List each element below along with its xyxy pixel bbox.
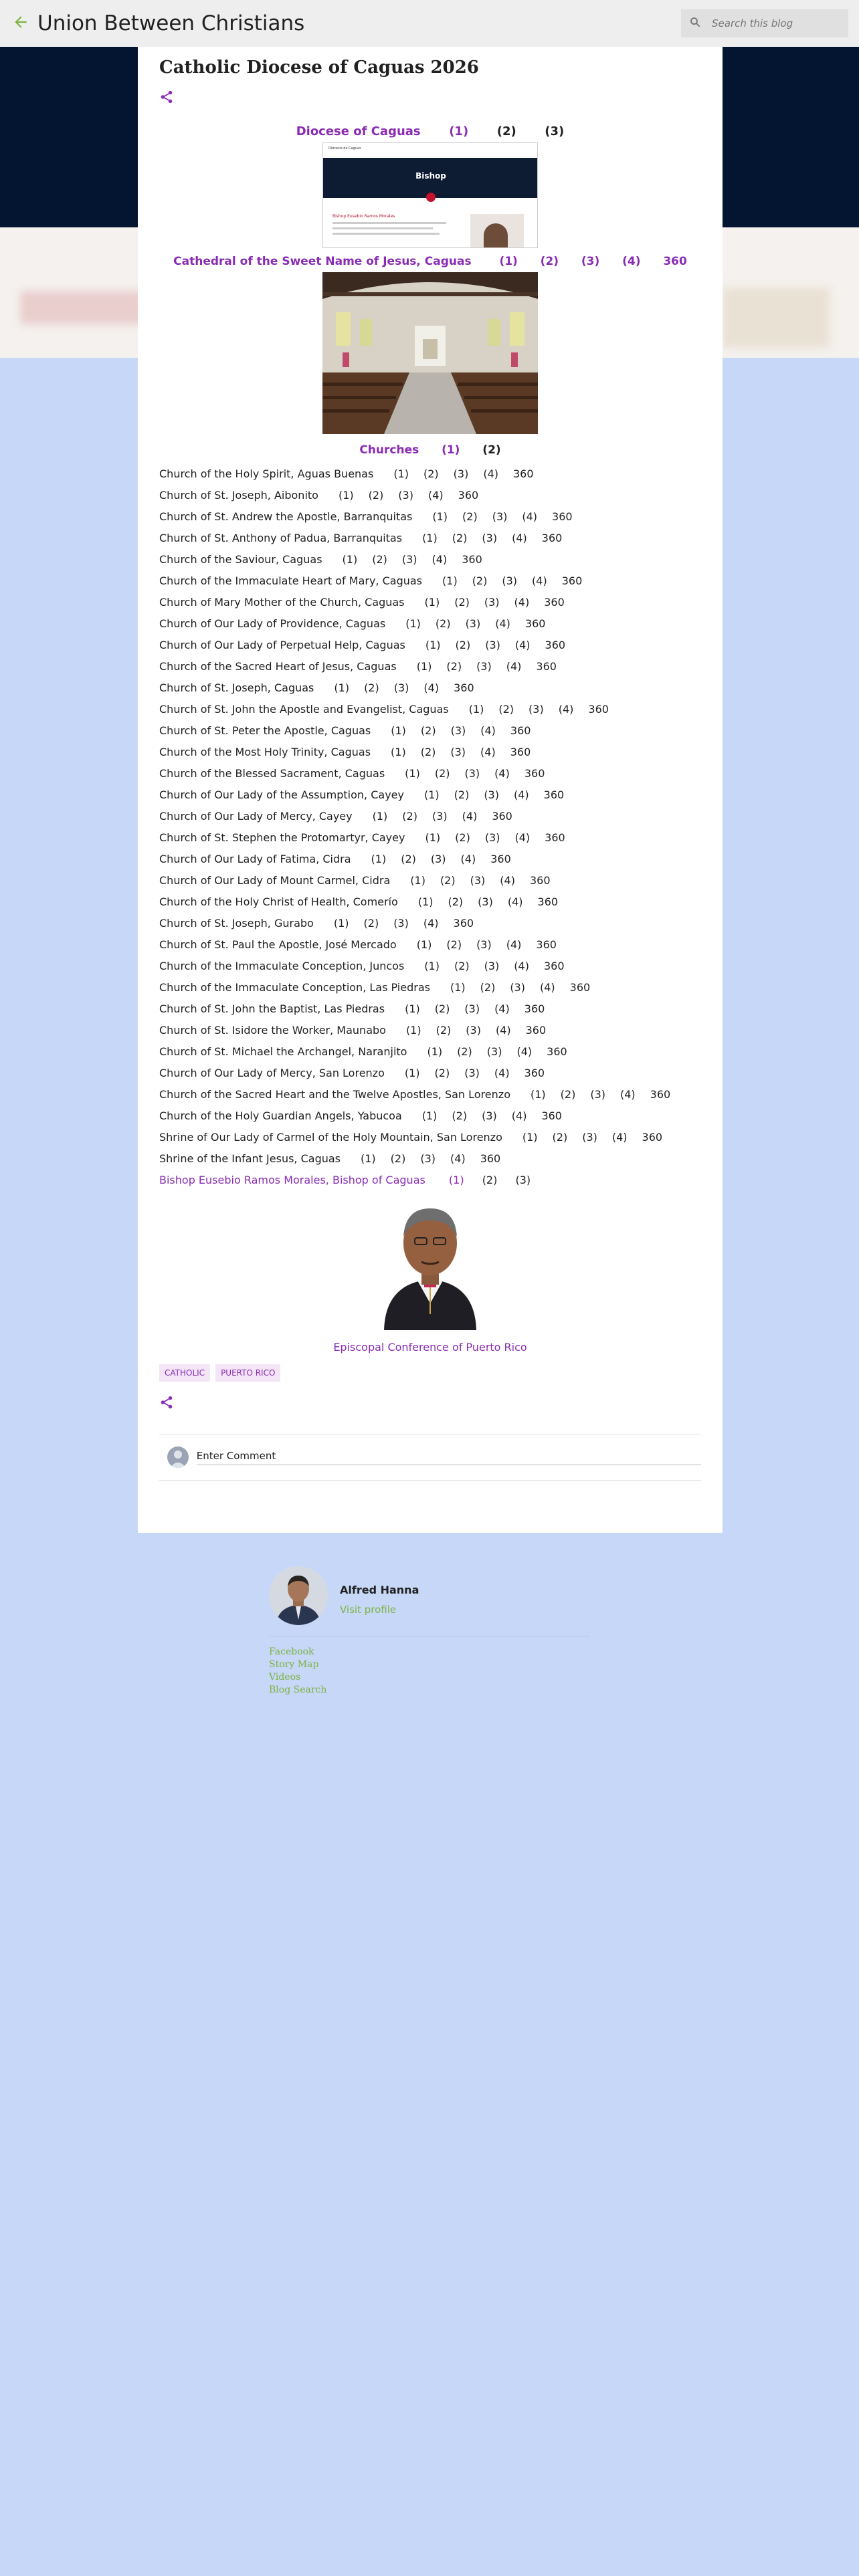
- church-photo-3: (3): [393, 681, 409, 694]
- churches-line: [159, 443, 701, 457]
- church-photo-2: (2): [402, 810, 417, 823]
- blog-search-link[interactable]: Blog Search: [269, 1685, 327, 1695]
- church-photo-2: (2): [434, 1002, 450, 1015]
- church-name: Church of the Holy Spirit, Aguas Buenas: [159, 467, 374, 480]
- diocese-link[interactable]: Diocese of Caguas: [296, 124, 421, 138]
- church-photo-5: 360: [547, 1045, 567, 1058]
- church-photo-4: (4): [432, 553, 448, 566]
- church-photo-3: (3): [510, 981, 525, 994]
- share-icon[interactable]: [159, 90, 174, 104]
- church-row: [159, 1105, 701, 1127]
- church-photo-1: (1): [391, 746, 406, 758]
- church-name: Church of St. Paul the Apostle, José Mercado: [159, 938, 397, 951]
- church-photo-3: (3): [432, 810, 448, 823]
- church-photo-2: (2): [372, 553, 387, 566]
- diocese-website-screenshot[interactable]: [322, 142, 538, 248]
- church-photo-1: (1): [334, 681, 350, 694]
- church-photo-2: (2): [420, 724, 436, 737]
- visit-profile-link[interactable]: Visit profile: [340, 1604, 397, 1616]
- church-photo-2: (2): [455, 831, 470, 844]
- church-photo-5: 360: [536, 660, 557, 673]
- church-photo-5: 360: [588, 703, 609, 716]
- church-photo-4: (4): [511, 1109, 527, 1122]
- church-photo-4: (4): [494, 1002, 510, 1015]
- church-photo-5: 360: [543, 788, 565, 801]
- church-photo-4: (4): [522, 510, 538, 523]
- church-photo-5: 360: [642, 1131, 663, 1144]
- church-row: [159, 570, 701, 592]
- church-photo-5: 360: [545, 639, 566, 651]
- church-photo-5: 360: [480, 1152, 501, 1165]
- church-photo-1: (1): [442, 574, 458, 587]
- church-photo-1: (1): [425, 639, 441, 651]
- church-photo-5: 360: [453, 917, 474, 930]
- church-photo-4: (4): [506, 938, 522, 951]
- church-photo-1: (1): [342, 553, 358, 566]
- church-photo-4: (4): [460, 853, 476, 865]
- cathedral-360-link[interactable]: 360: [663, 255, 687, 268]
- church-photo-3: (3): [464, 1002, 480, 1015]
- back-arrow-icon[interactable]: [12, 13, 32, 33]
- cathedral-line: [159, 255, 701, 268]
- church-row: [159, 592, 701, 613]
- church-photo-2: (2): [454, 960, 470, 972]
- church-row: [159, 763, 701, 784]
- profile-links: [269, 1646, 590, 1697]
- church-photo-2: (2): [480, 981, 496, 994]
- bishop-line: [159, 1170, 701, 1191]
- church-photo-3: (3): [529, 703, 544, 716]
- church-photo-1: (1): [405, 767, 420, 780]
- church-row: [159, 806, 701, 827]
- church-name: Church of the Immaculate Heart of Mary, Caguas: [159, 574, 423, 587]
- church-photo-5: 360: [524, 767, 545, 780]
- church-photo-2: (2): [455, 639, 471, 651]
- church-photo-5: 360: [490, 853, 511, 865]
- church-name: Church of St. Andrew the Apostle, Barranquitas: [159, 510, 413, 523]
- profile-avatar[interactable]: [269, 1566, 328, 1625]
- church-row: [159, 1041, 701, 1063]
- church-photo-3: (3): [478, 895, 493, 908]
- church-photo-4: (4): [495, 617, 510, 630]
- church-row: [159, 956, 701, 977]
- church-photo-5: 360: [552, 510, 573, 523]
- church-row: [159, 506, 701, 528]
- search-box[interactable]: [681, 9, 848, 37]
- church-photo-3: (3): [464, 1067, 480, 1079]
- cathedral-link[interactable]: Cathedral of the Sweet Name of Jesus, Caguas: [173, 255, 472, 268]
- bishop-photo-2: (2): [482, 1174, 498, 1186]
- episcopal-conference-link[interactable]: Episcopal Conference of Puerto Rico: [333, 1341, 527, 1354]
- church-row: [159, 463, 701, 485]
- church-photo-5: 360: [569, 981, 591, 994]
- churches-photo-link-1[interactable]: (1): [442, 443, 460, 457]
- church-photo-5: 360: [561, 574, 583, 587]
- church-name: Church of St. Joseph, Caguas: [159, 681, 314, 694]
- church-photo-2: (2): [454, 788, 470, 801]
- story-map-link[interactable]: Story Map: [269, 1659, 319, 1670]
- church-photo-5: 360: [462, 553, 482, 566]
- church-photo-4: (4): [480, 724, 496, 737]
- church-photo-3: (3): [430, 853, 446, 865]
- diocese-photo-3: (3): [545, 124, 565, 138]
- church-photo-3: (3): [485, 639, 500, 651]
- church-name: Church of the Sacred Heart of Jesus, Caguas: [159, 660, 397, 673]
- church-row: [159, 1020, 701, 1041]
- church-photo-4: (4): [532, 574, 547, 587]
- church-row: [159, 1084, 701, 1105]
- comment-input[interactable]: Enter Comment: [197, 1450, 701, 1465]
- church-photo-4: (4): [427, 489, 444, 502]
- church-photo-1: (1): [530, 1088, 546, 1101]
- church-name: Shrine of Our Lady of Carmel of the Holy Mountain, San Lorenzo: [159, 1131, 502, 1144]
- church-photo-1: (1): [424, 596, 440, 609]
- church-photo-5: 360: [525, 1024, 547, 1037]
- church-photo-2: (2): [454, 596, 470, 609]
- church-photo-2: (2): [364, 681, 379, 694]
- videos-link[interactable]: Videos: [269, 1672, 301, 1683]
- church-row: [159, 870, 701, 891]
- church-photo-3: (3): [466, 1024, 481, 1037]
- church-photo-1: (1): [405, 1024, 421, 1037]
- church-photo-4: (4): [462, 810, 478, 823]
- church-row: [159, 1063, 701, 1084]
- church-row: [159, 913, 701, 934]
- church-photo-1: (1): [423, 788, 440, 801]
- screenshot-header-text: Bishop: [415, 171, 446, 181]
- church-photo-3: (3): [590, 1088, 605, 1101]
- church-photo-5: 360: [510, 746, 531, 758]
- church-name: Church of St. Joseph, Aibonito: [159, 489, 318, 502]
- church-photo-2: (2): [434, 1067, 450, 1079]
- church-row: [159, 827, 701, 849]
- church-photo-4: (4): [506, 660, 522, 673]
- church-photo-1: (1): [338, 489, 354, 502]
- church-photo-2: (2): [498, 703, 514, 716]
- church-photo-5: 360: [543, 960, 565, 972]
- banner-blurred-image: [723, 288, 830, 348]
- church-photo-4: (4): [514, 960, 529, 972]
- church-name: Church of St. Isidore the Worker, Maunabo: [159, 1024, 386, 1037]
- church-photo-5: 360: [536, 938, 557, 951]
- church-photo-5: 360: [492, 810, 512, 823]
- post-labels: [159, 1364, 701, 1382]
- churches-photo-2: (2): [482, 443, 501, 457]
- church-row: [159, 1148, 701, 1170]
- church-photo-3: (3): [484, 596, 500, 609]
- church-row: [159, 977, 701, 998]
- church-photo-5: 360: [545, 831, 565, 844]
- church-photo-2: (2): [436, 1024, 452, 1037]
- church-photo-3: (3): [492, 510, 508, 523]
- church-photo-2: (2): [401, 853, 416, 865]
- church-photo-2: (2): [552, 1131, 568, 1144]
- church-photo-2: (2): [420, 746, 436, 758]
- church-photo-4: (4): [480, 746, 496, 758]
- bishop-portrait-photo[interactable]: [371, 1196, 490, 1330]
- church-row: [159, 784, 701, 806]
- facebook-link[interactable]: Facebook: [269, 1646, 314, 1657]
- church-photo-4: (4): [558, 703, 574, 716]
- church-photo-5: 360: [537, 895, 559, 908]
- church-name: Church of Our Lady of Mercy, Cayey: [159, 810, 353, 823]
- church-photo-2: (2): [446, 938, 462, 951]
- church-name: Church of St. Peter the Apostle, Caguas: [159, 724, 371, 737]
- church-photo-4: (4): [495, 1024, 511, 1037]
- church-photo-4: (4): [494, 767, 510, 780]
- church-photo-1: (1): [416, 660, 432, 673]
- church-name: Church of the Holy Guardian Angels, Yabucoa: [159, 1109, 402, 1122]
- cathedral-photo-link-1[interactable]: (1): [499, 255, 518, 268]
- church-photo-5: 360: [650, 1088, 671, 1101]
- church-row: [159, 656, 701, 677]
- church-name: Church of the Holy Christ of Health, Comerío: [159, 895, 398, 908]
- church-photo-4: (4): [513, 788, 529, 801]
- church-name: Church of Our Lady of Perpetual Help, Caguas: [159, 639, 405, 651]
- church-row: [159, 998, 701, 1020]
- church-photo-1: (1): [410, 874, 425, 887]
- label-puerto-rico[interactable]: PUERTO RICO: [215, 1364, 280, 1382]
- church-photo-5: 360: [524, 1002, 545, 1015]
- cathedral-photo-link-3[interactable]: (3): [581, 255, 600, 268]
- church-photo-4: (4): [423, 681, 440, 694]
- church-photo-3: (3): [484, 960, 500, 972]
- church-photo-4: (4): [539, 981, 555, 994]
- church-photo-3: (3): [482, 1109, 497, 1122]
- church-photo-3: (3): [484, 788, 499, 801]
- commenter-avatar-icon: [167, 1446, 189, 1468]
- church-photo-4: (4): [514, 596, 530, 609]
- church-photo-3: (3): [465, 617, 481, 630]
- comment-box[interactable]: [159, 1434, 701, 1481]
- church-row: [159, 677, 701, 699]
- cathedral-photo-link-2[interactable]: (2): [540, 255, 559, 268]
- church-row: [159, 891, 701, 913]
- church-name: Church of Our Lady of Mount Carmel, Cidra: [159, 874, 391, 887]
- church-photo-2: (2): [472, 574, 488, 587]
- church-photo-1: (1): [405, 1002, 420, 1015]
- church-photo-5: 360: [513, 467, 534, 480]
- church-photo-1: (1): [416, 938, 432, 951]
- church-row: [159, 528, 701, 549]
- church-name: Church of St. Michael the Archangel, Naranjito: [159, 1045, 407, 1058]
- diocese-logo: Diócesis de Caguas: [328, 146, 361, 150]
- church-photo-4: (4): [423, 917, 439, 930]
- diocese-line: [159, 124, 701, 138]
- church-photo-1: (1): [393, 467, 409, 480]
- church-photo-3: (3): [484, 831, 500, 844]
- church-photo-4: (4): [514, 831, 531, 844]
- church-name: Church of the Sacred Heart and the Twelve Apostles, San Lorenzo: [159, 1088, 510, 1101]
- church-photo-4: (4): [516, 1045, 533, 1058]
- church-name: Church of St. John the Baptist, Las Piedras: [159, 1002, 385, 1015]
- church-photo-2: (2): [423, 467, 439, 480]
- church-photo-1: (1): [391, 724, 406, 737]
- church-photo-1: (1): [404, 1067, 420, 1079]
- church-photo-4: (4): [507, 895, 523, 908]
- bishop-photo-3: (3): [515, 1174, 531, 1186]
- church-photo-1: (1): [468, 703, 484, 716]
- post-card: [138, 47, 723, 1533]
- church-name: Church of St. Stephen the Protomartyr, Cayey: [159, 831, 405, 844]
- church-name: Church of St. Anthony of Padua, Barranquitas: [159, 532, 403, 544]
- church-photo-2: (2): [448, 895, 464, 908]
- app-bar: [0, 0, 859, 47]
- church-photo-3: (3): [582, 1131, 597, 1144]
- church-photo-5: 360: [544, 596, 565, 609]
- church-photo-3: (3): [476, 938, 492, 951]
- church-row: [159, 549, 701, 570]
- church-name: Church of the Immaculate Conception, Juncos: [159, 960, 405, 972]
- church-photo-2: (2): [452, 532, 468, 544]
- cathedral-photo-link-4[interactable]: (4): [622, 255, 641, 268]
- church-photo-5: 360: [524, 1067, 545, 1079]
- church-photo-2: (2): [462, 510, 478, 523]
- church-photo-3: (3): [470, 874, 486, 887]
- church-photo-1: (1): [432, 510, 448, 523]
- church-row: [159, 1127, 701, 1148]
- church-row: [159, 849, 701, 870]
- church-photo-1: (1): [421, 1109, 438, 1122]
- church-photo-5: 360: [458, 489, 479, 502]
- church-name: Church of the Blessed Sacrament, Caguas: [159, 767, 385, 780]
- church-photo-1: (1): [425, 831, 441, 844]
- church-row: [159, 934, 701, 956]
- church-list: [159, 463, 701, 1170]
- church-photo-4: (4): [450, 1152, 466, 1165]
- church-photo-3: (3): [502, 574, 518, 587]
- church-photo-3: (3): [420, 1152, 436, 1165]
- share-icon-bottom[interactable]: [159, 1395, 174, 1410]
- church-photo-1: (1): [333, 917, 349, 930]
- churches-link[interactable]: Churches: [359, 443, 419, 457]
- church-name: Church of the Immaculate Conception, Las Piedras: [159, 981, 430, 994]
- church-name: Church of St. Joseph, Gurabo: [159, 917, 314, 930]
- church-photo-5: 360: [541, 532, 563, 544]
- church-row: [159, 635, 701, 656]
- church-photo-2: (2): [434, 767, 450, 780]
- screenshot-caption: Bishop Eusebio Ramos Morales: [332, 214, 395, 219]
- church-photo-4: (4): [611, 1131, 628, 1144]
- church-photo-3: (3): [482, 532, 498, 544]
- church-photo-4: (4): [620, 1088, 636, 1101]
- church-photo-1: (1): [522, 1131, 538, 1144]
- church-photo-5: 360: [510, 724, 531, 737]
- church-photo-3: (3): [450, 724, 466, 737]
- church-photo-3: (3): [450, 746, 466, 758]
- church-photo-3: (3): [486, 1045, 502, 1058]
- church-photo-5: 360: [529, 874, 551, 887]
- church-photo-3: (3): [453, 467, 469, 480]
- blog-title[interactable]: Union Between Christians: [37, 11, 305, 35]
- church-photo-5: 360: [454, 681, 474, 694]
- church-photo-1: (1): [371, 853, 387, 865]
- profile-widget: [269, 1566, 590, 1697]
- church-row: [159, 613, 701, 635]
- church-photo-4: (4): [483, 467, 498, 480]
- church-photo-3: (3): [476, 660, 492, 673]
- bishop-link[interactable]: Bishop Eusebio Ramos Morales, Bishop of Caguas: [159, 1174, 425, 1186]
- church-photo-2: (2): [457, 1045, 472, 1058]
- church-photo-3: (3): [464, 767, 480, 780]
- search-icon[interactable]: [689, 16, 705, 31]
- church-photo-2: (2): [435, 617, 451, 630]
- church-photo-1: (1): [450, 981, 466, 994]
- church-name: Church of the Most Holy Trinity, Caguas: [159, 746, 371, 758]
- church-photo-2: (2): [368, 489, 384, 502]
- church-name: Church of Our Lady of Providence, Caguas: [159, 617, 386, 630]
- church-row: [159, 485, 701, 506]
- church-photo-1: (1): [422, 532, 438, 544]
- diocese-photo-link-1[interactable]: (1): [449, 124, 469, 138]
- church-row: [159, 742, 701, 763]
- church-photo-1: (1): [424, 960, 440, 972]
- church-name: Church of the Saviour, Caguas: [159, 553, 322, 566]
- church-row: [159, 720, 701, 742]
- church-row: [159, 699, 701, 720]
- church-name: Shrine of the Infant Jesus, Caguas: [159, 1152, 341, 1165]
- church-photo-2: (2): [363, 917, 379, 930]
- church-photo-4: (4): [512, 532, 527, 544]
- church-photo-1: (1): [372, 810, 388, 823]
- cathedral-interior-photo[interactable]: [322, 272, 538, 434]
- church-name: Church of St. John the Apostle and Evangelist, Caguas: [159, 703, 449, 716]
- church-photo-4: (4): [500, 874, 515, 887]
- church-photo-1: (1): [417, 895, 434, 908]
- search-input[interactable]: [712, 17, 846, 29]
- church-photo-3: (3): [401, 553, 417, 566]
- church-photo-1: (1): [405, 617, 421, 630]
- label-catholic[interactable]: CATHOLIC: [159, 1364, 210, 1382]
- church-photo-3: (3): [393, 917, 409, 930]
- church-name: Church of Our Lady of Fatima, Cidra: [159, 853, 351, 865]
- profile-name: Alfred Hanna: [340, 1584, 419, 1596]
- post-title: Catholic Diocese of Caguas 2026: [159, 58, 479, 78]
- church-photo-2: (2): [440, 874, 456, 887]
- church-name: Church of Our Lady of Mercy, San Lorenzo: [159, 1067, 385, 1079]
- church-photo-4: (4): [514, 639, 531, 651]
- bishop-photo-link-1[interactable]: (1): [448, 1174, 464, 1186]
- diocese-photo-2: (2): [496, 124, 516, 138]
- church-name: Church of Our Lady of the Assumption, Cayey: [159, 788, 404, 801]
- church-photo-2: (2): [560, 1088, 576, 1101]
- church-photo-3: (3): [398, 489, 413, 502]
- church-photo-4: (4): [494, 1067, 510, 1079]
- church-photo-2: (2): [390, 1152, 406, 1165]
- church-photo-1: (1): [361, 1152, 376, 1165]
- church-photo-2: (2): [446, 660, 462, 673]
- church-photo-2: (2): [452, 1109, 468, 1122]
- church-photo-1: (1): [427, 1045, 443, 1058]
- church-photo-5: 360: [524, 617, 546, 630]
- church-name: Church of Mary Mother of the Church, Caguas: [159, 596, 405, 609]
- church-photo-5: 360: [541, 1109, 562, 1122]
